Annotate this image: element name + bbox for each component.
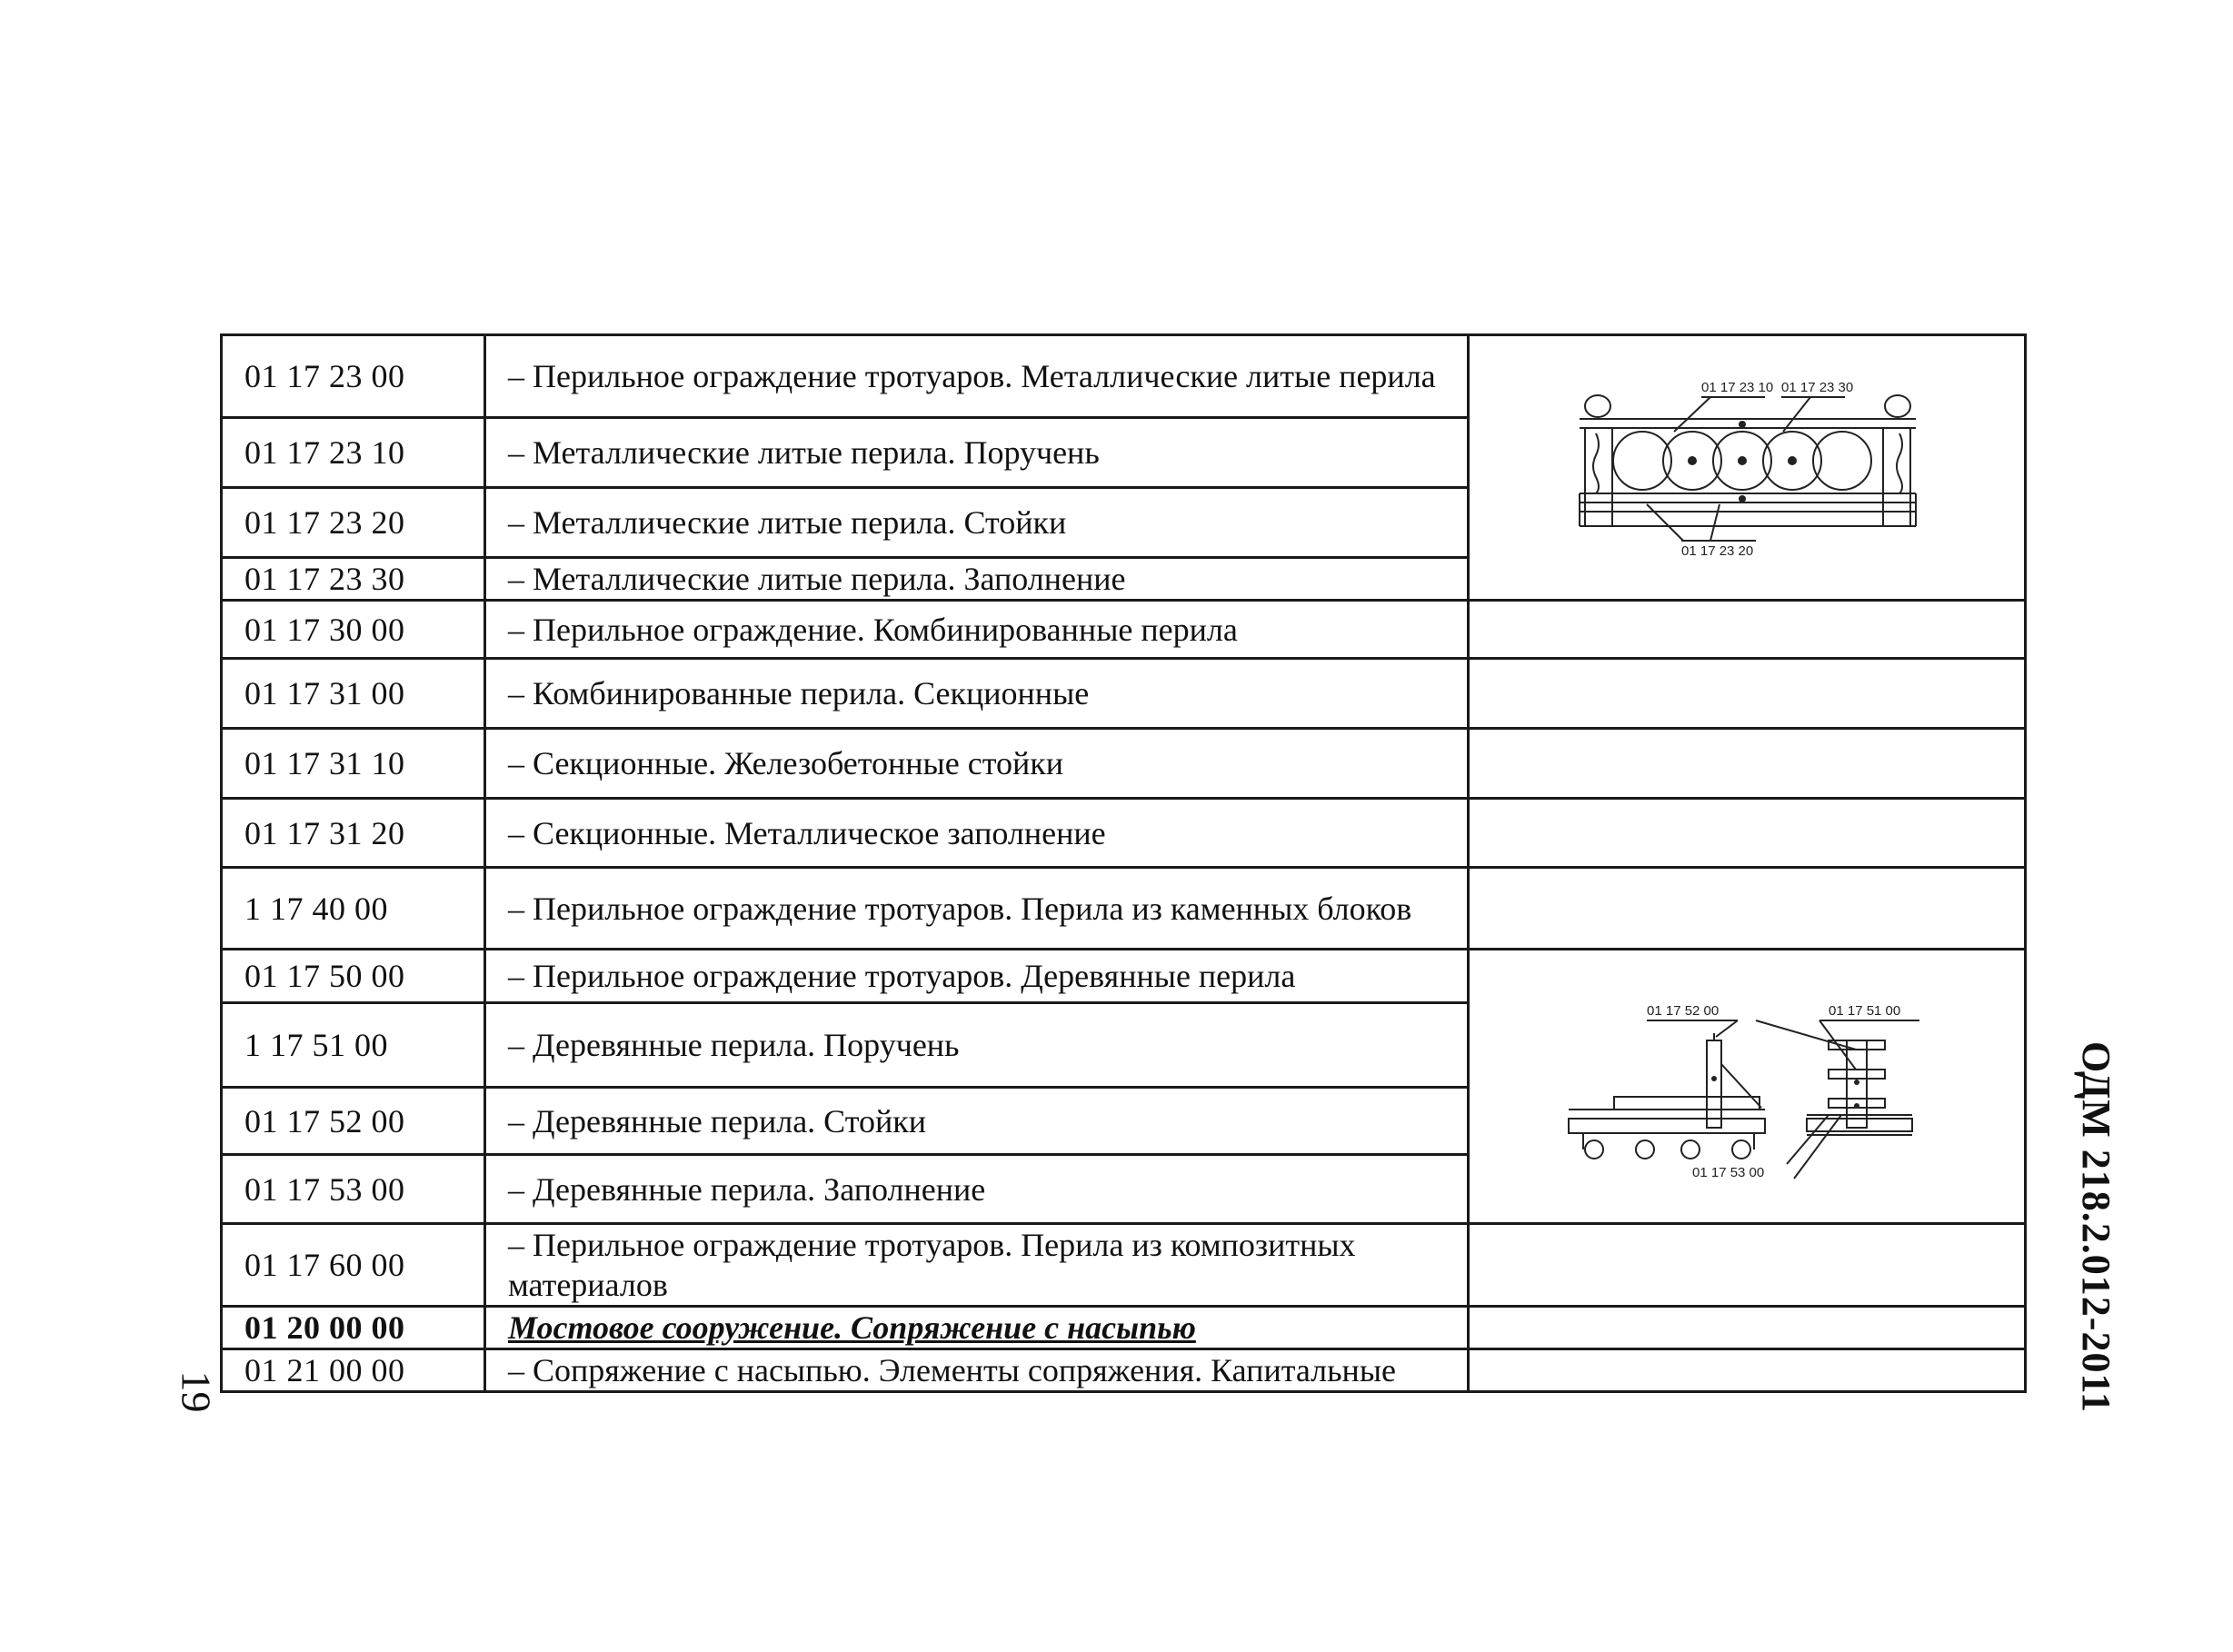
row-code: 01 17 23 10 [222,418,485,488]
document-code: ОДМ 218.2.012-2011 [2074,1040,2119,1413]
table-row [222,1224,2026,1307]
figure-cell-wooden-railing [1469,950,2026,1224]
empty-cell [1469,659,2026,729]
cast-railing-figure [1470,377,2024,559]
row-code: 01 17 50 00 [222,950,485,1003]
row-description: – Перильное ограждение. Комбинированные перила [485,601,1469,659]
row-code: 01 17 30 00 [222,601,485,659]
empty-cell [1469,601,2026,659]
classifier-table [220,333,2027,1393]
row-description: – Секционные. Металлическое заполнение [485,799,1469,868]
document-code-vertical [2069,1040,2124,1413]
row-code: 01 17 52 00 [222,1088,485,1155]
table-row [222,335,2026,418]
row-code: 01 17 23 20 [222,488,485,558]
figure-cell-cast-railing [1469,335,2026,601]
figure-label: 01 17 23 20 [1681,542,1754,559]
table-row [222,729,2026,799]
row-description: – Комбинированные перила. Секционные [485,659,1469,729]
row-code: 01 17 31 20 [222,799,485,868]
post-cap-right [1885,395,1910,417]
table-row [222,659,2026,729]
row-code: 01 17 23 30 [222,558,485,601]
page-number: 19 [173,1370,220,1412]
row-code: 01 17 53 00 [222,1155,485,1224]
row-code: 1 17 40 00 [222,868,485,950]
row-code: 1 17 51 00 [222,1003,485,1088]
empty-cell [1469,1349,2026,1392]
empty-cell [1469,868,2026,950]
row-description: – Перильное ограждение тротуаров. Перила из композитных материалов [485,1224,1469,1307]
table-row [222,1307,2026,1349]
figure-label: 01 17 51 00 [1829,1002,1901,1019]
row-description: – Деревянные перила. Поручень [485,1003,1469,1088]
empty-cell [1469,729,2026,799]
table-row [222,868,2026,950]
row-description: – Металлические литые перила. Стойки [485,488,1469,558]
empty-cell [1469,1224,2026,1307]
wooden-railing-drawing [1556,982,1938,1191]
row-code: 01 17 31 10 [222,729,485,799]
row-code: 01 17 60 00 [222,1224,485,1307]
empty-cell [1469,799,2026,868]
figure-label: 01 17 23 10 [1701,379,1774,395]
row-code: 01 17 23 00 [222,335,485,418]
row-code: 01 17 31 00 [222,659,485,729]
row-description: – Металлические литые перила. Поручень [485,418,1469,488]
wooden-railing-figure [1470,982,2024,1191]
page-number-box [169,1359,224,1423]
row-description: – Перильное ограждение тротуаров. Деревянные перила [485,950,1469,1003]
row-description: – Деревянные перила. Заполнение [485,1155,1469,1224]
row-description: – Сопряжение с насыпью. Элементы сопряжения. Капитальные [485,1349,1469,1392]
row-description: – Перильное ограждение тротуаров. Металлические литые перила [485,335,1469,418]
figure-label: 01 17 52 00 [1647,1002,1720,1019]
figure-label: 01 17 23 30 [1781,379,1854,395]
row-description: – Металлические литые перила. Заполнение [485,558,1469,601]
cast-railing-drawing [1574,377,1919,559]
row-code: 01 20 00 00 [222,1307,485,1349]
table-row [222,1349,2026,1392]
row-code: 01 21 00 00 [222,1349,485,1392]
table-row [222,950,2026,1003]
empty-cell [1469,1307,2026,1349]
table-row [222,799,2026,868]
figure-label: 01 17 53 00 [1692,1164,1765,1180]
post-cap-left [1585,395,1610,417]
row-description: – Перильное ограждение тротуаров. Перила из каменных блоков [485,868,1469,950]
table-row [222,601,2026,659]
row-description: – Секционные. Железобетонные стойки [485,729,1469,799]
section-heading: Мостовое сооружение. Сопряжение с насыпью [485,1307,1469,1349]
row-description: – Деревянные перила. Стойки [485,1088,1469,1155]
